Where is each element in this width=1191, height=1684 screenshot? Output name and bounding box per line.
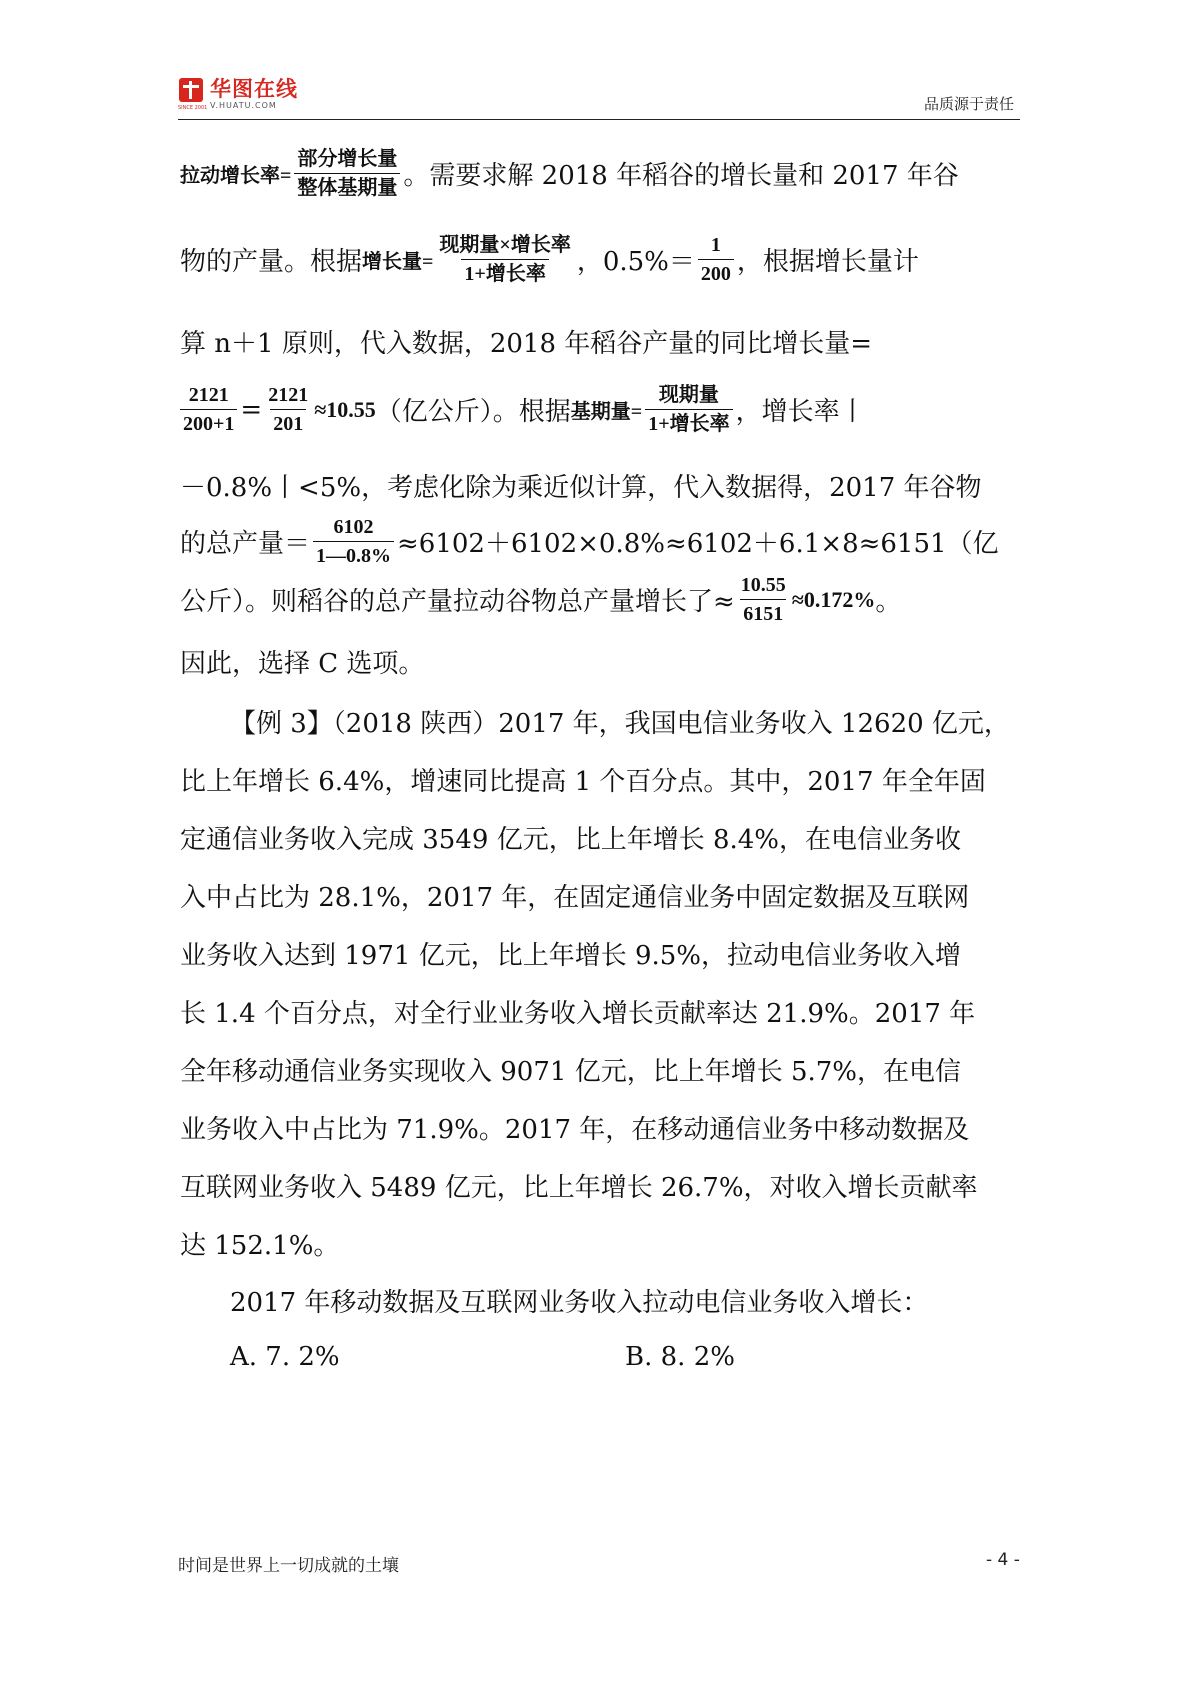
page-header <box>178 75 1020 120</box>
question-text: 2017 年移动数据及互联网业务收入拉动电信业务收入增长： <box>230 1288 929 1318</box>
header-slogan: 品质源于责任 <box>923 95 1014 113</box>
text-line-1: 拉动增长率= $\frac{\text{部分增长量}}{\text{整体基期量}}$ 。需要求解 2018 年稻谷的增长量和 2017 年谷 <box>180 148 959 199</box>
logo-since-text: SINCE 2001 <box>178 105 208 111</box>
huatu-logo-icon <box>178 77 208 111</box>
text-line-5: －0.8%丨<5%，考虑化除为乘近似计算，代入数据得，2017 年谷物 <box>180 473 982 503</box>
example-line-4: 入中占比为 28.1%，2017 年，在固定通信业务中固定数据及互联网 <box>180 883 970 913</box>
formula-fraction: $\frac{2121}{201}$ <box>268 384 309 435</box>
formula-fraction: $\frac{\text{现期量×增长率}}{\text{1+增长率}}$ <box>439 234 571 285</box>
logo-name: 华图在线 <box>210 77 298 101</box>
example-line-7: 全年移动通信业务实现收入 9071 亿元，比上年增长 5.7%，在电信 <box>180 1057 962 1087</box>
huatu-logo <box>178 77 298 117</box>
example-line-5: 业务收入达到 1971 亿元，比上年增长 9.5%，拉动电信业务收入增 <box>180 941 962 971</box>
text-line-3: 算 n＋1 原则，代入数据，2018 年稻谷产量的同比增长量= <box>180 329 873 359</box>
text-line-8: 因此，选择 C 选项。 <box>180 649 425 679</box>
example-line-9: 互联网业务收入 5489 亿元，比上年增长 26.7%，对收入增长贡献率 <box>180 1173 978 1203</box>
example-line-1: 【例 3】（2018 陕西）2017 年，我国电信业务收入 12620 亿元， <box>230 709 1010 739</box>
formula-fraction: $\frac{2121}{200+1}$ <box>180 383 237 436</box>
formula-fraction: $\frac{\text{现期量}}{\text{1+增长率}}$ <box>645 383 732 436</box>
text-line-7: 公斤）。则稻谷的总产量拉动谷物总产量增长了≈ $\frac{10.55}{6151}$ ≈0.172% 。 <box>180 574 902 625</box>
text-line-6: 的总产量＝ $\frac{6102}{1—0.8\%}$ ≈6102＋6102×0.8%≈6102＋6.1×8≈6151（亿 <box>180 516 999 567</box>
page-number: - 4 - <box>986 1550 1020 1570</box>
logo-url: V.HUATU.COM <box>210 101 277 110</box>
formula-fraction: $\frac{1}{200}$ <box>698 233 734 286</box>
example-line-2: 比上年增长 6.4%，增速同比提高 1 个百分点。其中，2017 年全年固 <box>180 767 986 797</box>
option-a: A. 7. 2% <box>230 1342 340 1372</box>
example-line-6: 长 1.4 个百分点，对全行业业务收入增长贡献率达 21.9%。2017 年 <box>180 999 976 1029</box>
example-line-10: 达 152.1%。 <box>180 1231 340 1261</box>
example-line-3: 定通信业务收入完成 3549 亿元，比上年增长 8.4%，在电信业务收 <box>180 825 962 855</box>
formula-fraction: $\frac{6102}{1—0.8\%}$ <box>313 515 394 568</box>
answer-options <box>230 1342 735 1372</box>
example-line-8: 业务收入中占比为 71.9%。2017 年，在移动通信业务中移动数据及 <box>180 1115 970 1145</box>
footer-motto: 时间是世界上一切成就的土壤 <box>178 1556 399 1576</box>
formula-fraction: $\frac{10.55}{6151}$ <box>740 574 786 625</box>
formula-fraction: $\frac{\text{部分增长量}}{\text{整体基期量}}$ <box>294 147 400 200</box>
text-line-4: $\frac{2121}{200+1}$ = $\frac{2121}{201}$ ≈10.55 （亿公斤）。根据 基期量= $\frac{\text{现期量}}{\text{1+增长率}}$ ，增长率丨 <box>180 383 866 436</box>
option-b: B. 8. 2% <box>625 1342 735 1372</box>
text-line-2: 物的产量。根据 增长量= $\frac{\text{现期量×增长率}}{\text{1+增长率}}$ ，0.5%＝ $\frac{1}{200}$ ，根据增长量计 <box>180 234 919 285</box>
